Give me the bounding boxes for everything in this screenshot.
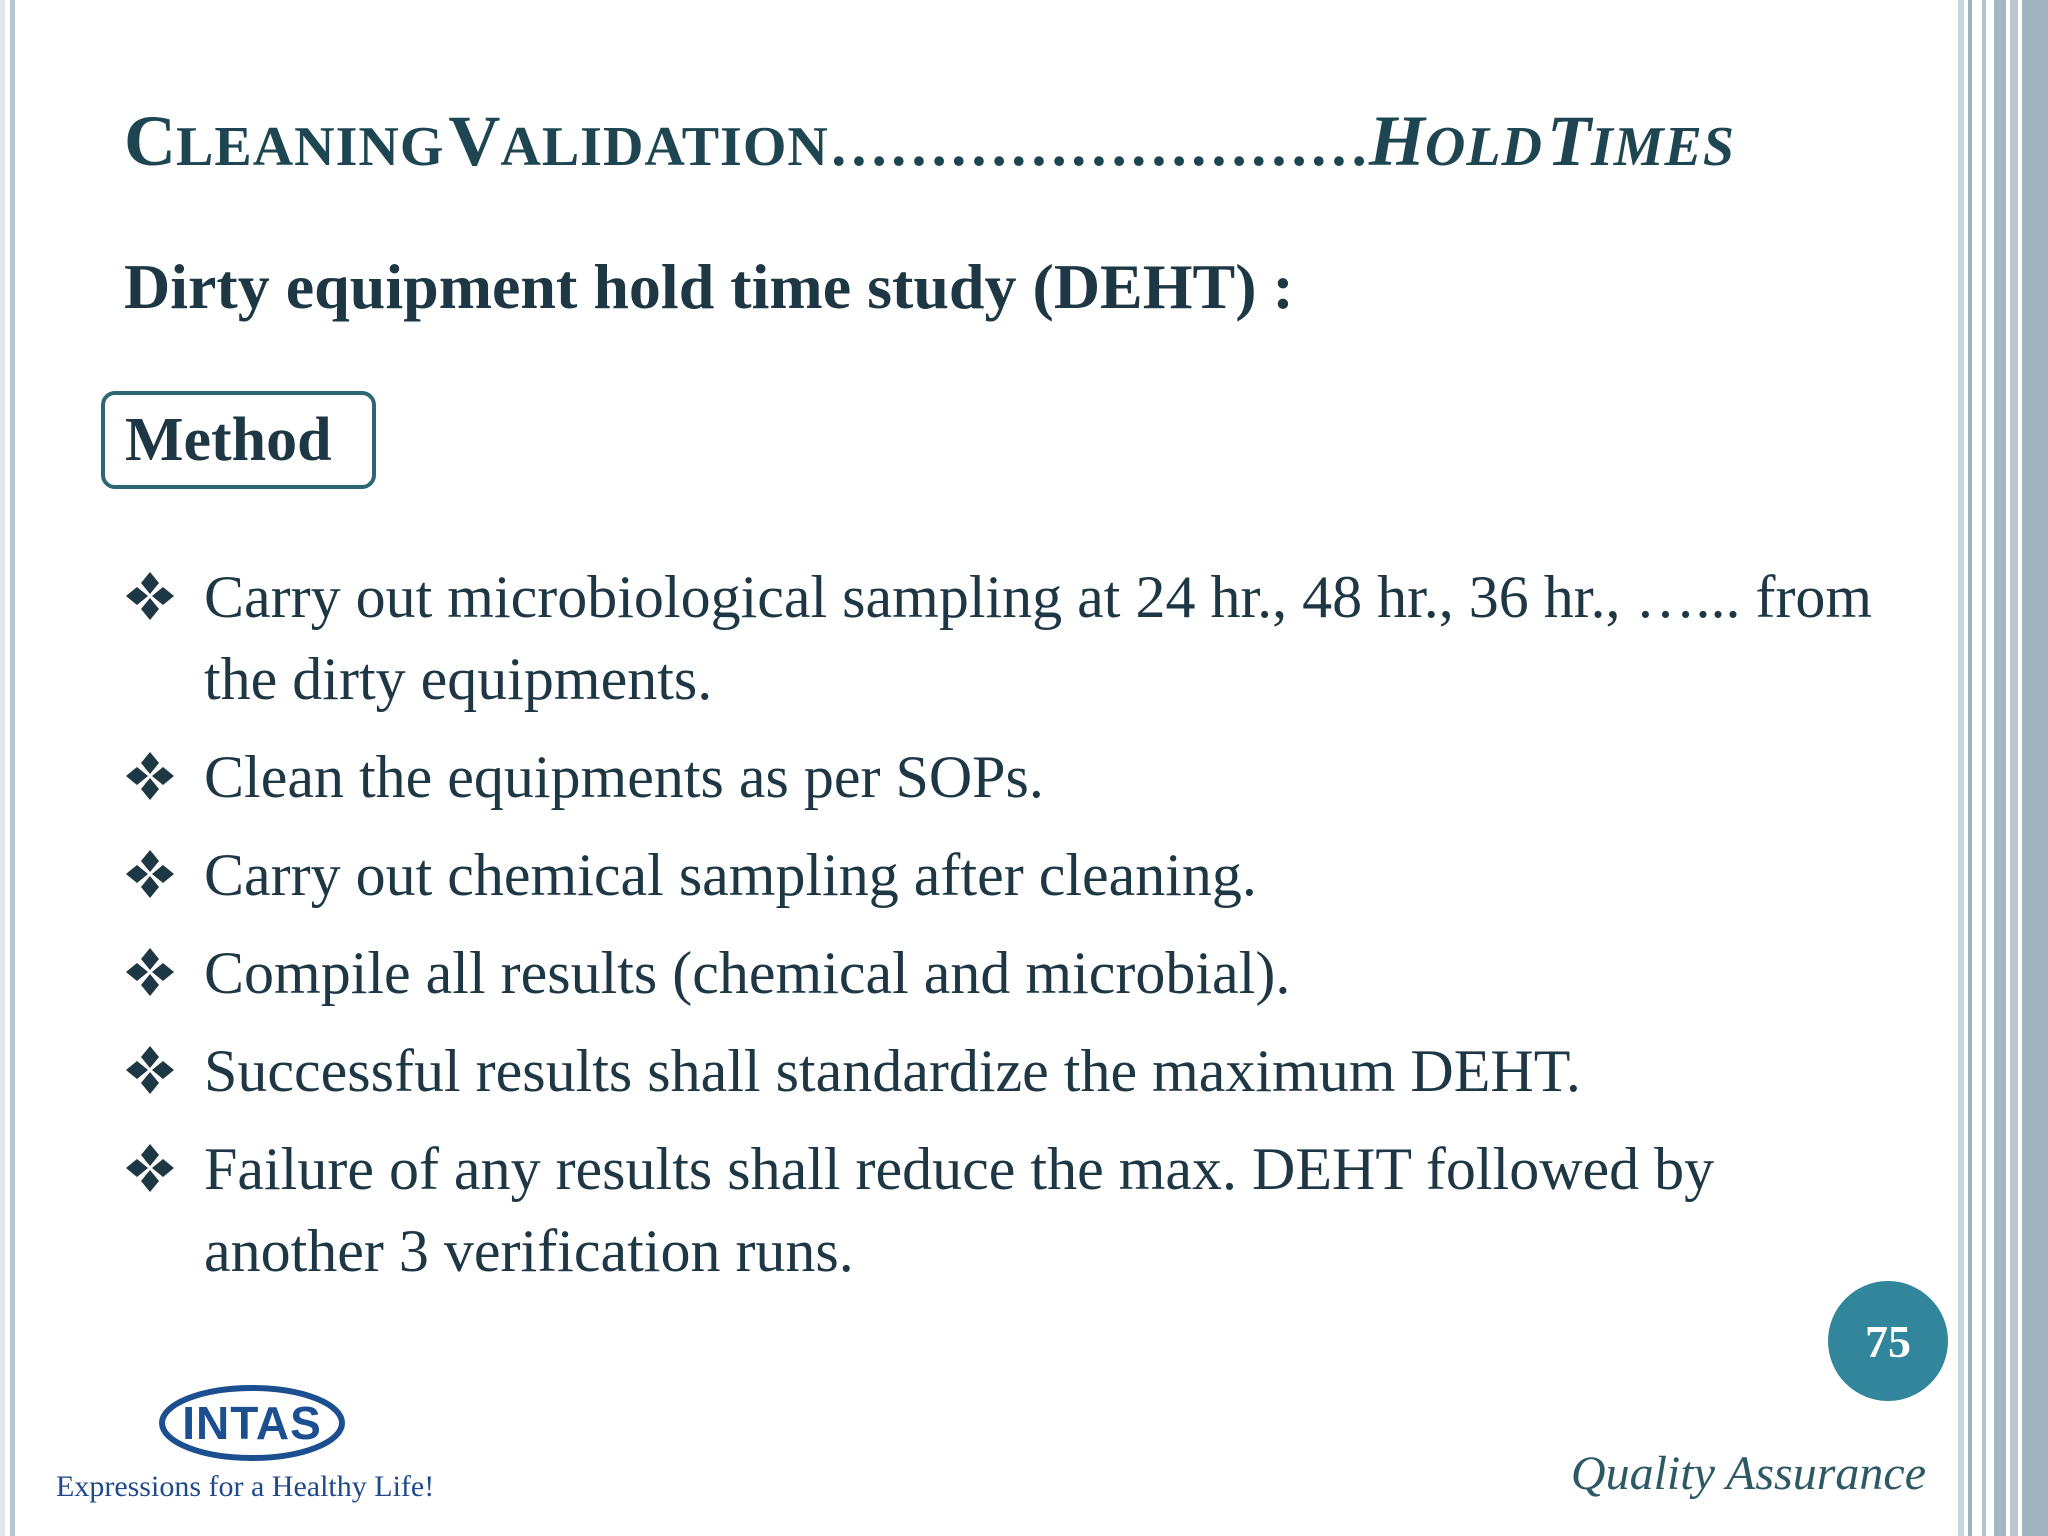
list-item	[124, 556, 1904, 720]
list-item	[124, 932, 1904, 1014]
slide-subtitle: Dirty equipment hold time study (DEHT) :	[124, 251, 1294, 322]
method-label: Method	[125, 405, 332, 474]
four-diamond-bullet-icon	[124, 1142, 176, 1194]
bullet-text: Compile all results (chemical and microbial).	[204, 940, 1291, 1006]
bullet-text: Carry out chemical sampling after cleaning.	[204, 842, 1257, 908]
four-diamond-bullet-icon	[124, 570, 176, 622]
bullet-text: Successful results shall standardize the maximum DEHT.	[204, 1038, 1581, 1104]
four-diamond-bullet-icon	[124, 750, 176, 802]
four-diamond-bullet-icon	[124, 848, 176, 900]
bullet-list	[124, 556, 1904, 1308]
footer-label: Quality Assurance	[1570, 1447, 1926, 1500]
method-label-box	[101, 391, 376, 489]
bullet-text: Clean the equipments as per SOPs.	[204, 744, 1044, 810]
page-number: 75	[1865, 1315, 1911, 1367]
right-decorative-stripes	[1958, 0, 2048, 1536]
tagline: Expressions for a Healthy Life!	[56, 1470, 435, 1503]
list-item	[124, 736, 1904, 818]
left-border-stripe	[10, 0, 15, 1536]
list-item	[124, 1128, 1904, 1292]
page-number-badge	[1828, 1281, 1948, 1401]
logo-text: INTAS	[182, 1397, 322, 1449]
four-diamond-bullet-icon	[124, 1044, 176, 1096]
left-border-stripe	[0, 0, 5, 1536]
bullet-text: Failure of any results shall reduce the max. DEHT followed by another 3 verification runs.	[204, 1136, 1715, 1284]
slide-title: CLEANING VALIDATION………………………HOLD TIMES	[124, 101, 1736, 181]
list-item	[124, 1030, 1904, 1112]
bullet-text: Carry out microbiological sampling at 24 hr., 48 hr., 36 hr., …... from the dirty equipments.	[204, 564, 1873, 712]
four-diamond-bullet-icon	[124, 946, 176, 998]
list-item	[124, 834, 1904, 916]
